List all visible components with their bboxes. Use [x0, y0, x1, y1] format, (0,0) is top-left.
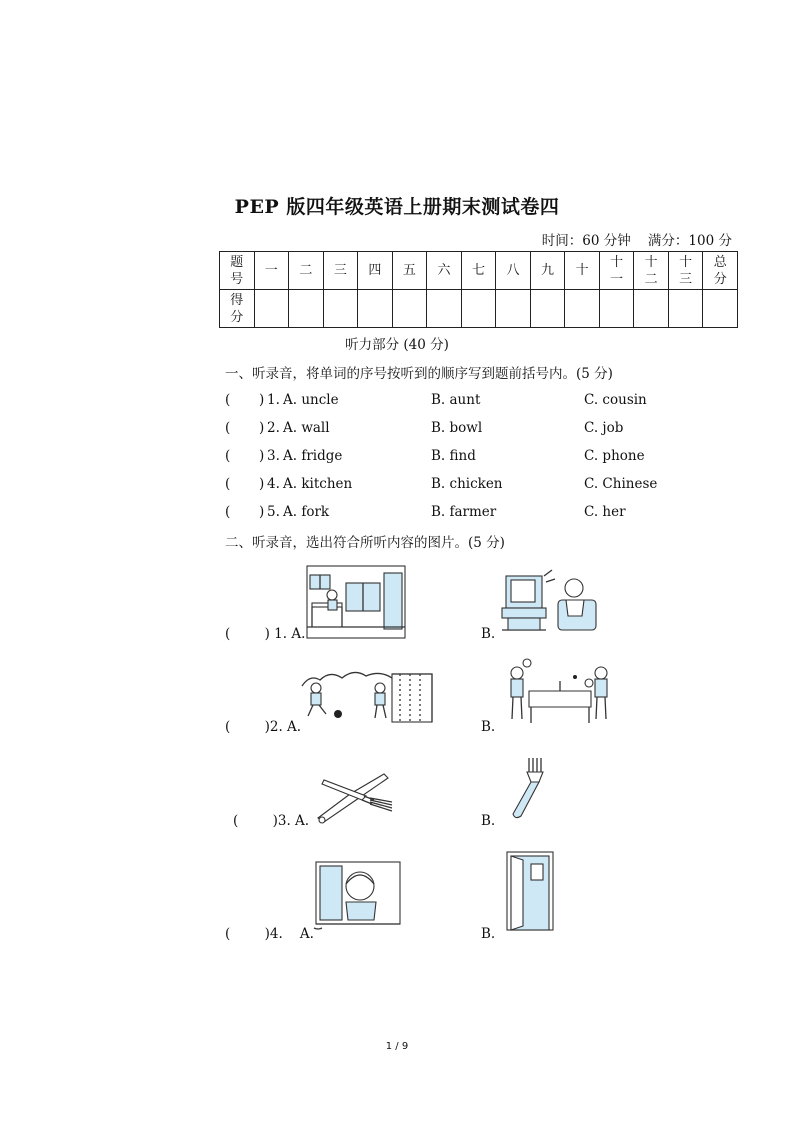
q1-item-number: 5. — [267, 504, 280, 520]
watching-tv-picture — [500, 570, 600, 634]
page-title: PEP 版四年级英语上册期末测试卷四 — [234, 196, 560, 218]
score-table-column-header — [634, 252, 669, 290]
question-1-heading: 一、听录音，将单词的序号按听到的顺序写到题前括号内。(5 分) — [225, 366, 613, 382]
score-input-cell[interactable] — [323, 290, 358, 328]
score-table-column-header-text: 九 — [541, 263, 555, 278]
q1-option-a: A. fork — [283, 504, 330, 520]
q1-item-number: 3. — [267, 448, 280, 464]
answer-bracket-close[interactable]: ) — [259, 392, 265, 408]
score-table-column-header-text: 七 — [471, 263, 485, 278]
q2-item-1-label: ( ) 1. A. — [225, 626, 306, 642]
q2-item-4-b-label: B. — [481, 926, 496, 942]
score-table-column-header-text: 二 — [299, 263, 313, 278]
answer-bracket-open[interactable]: ( — [225, 392, 231, 408]
score-table-column-header — [668, 252, 703, 290]
q1-item-number: 4. — [267, 476, 280, 492]
answer-bracket-close[interactable]: ) — [259, 448, 265, 464]
score-table-column-header — [565, 252, 600, 290]
answer-bracket-close[interactable]: ) — [259, 476, 265, 492]
score-table-column-header-text: 三 — [333, 263, 347, 278]
question-2-heading: 二、听录音，选出符合所听内容的图片。(5 分) — [225, 535, 505, 551]
answer-bracket-open[interactable]: ( — [225, 476, 231, 492]
score-table-column-header — [289, 252, 324, 290]
q1-option-c: C. her — [584, 504, 626, 520]
score-table-column-header-text: 分 — [713, 271, 727, 287]
score-table-column-header — [254, 252, 289, 290]
score-table-column-header-text: 二 — [644, 271, 658, 287]
score-input-cell[interactable] — [358, 290, 393, 328]
listening-section-header: 听力部分 (40 分) — [345, 337, 449, 353]
score-table-column-header-text: 一 — [264, 263, 278, 278]
score-input-cell[interactable] — [496, 290, 531, 328]
q1-option-a: A. uncle — [283, 392, 339, 408]
open-window-picture — [312, 858, 404, 932]
score-table-column-header-text: 四 — [368, 263, 382, 278]
playing-football-picture — [300, 666, 436, 726]
q1-item-number: 1. — [267, 392, 280, 408]
score-input-cell[interactable] — [599, 290, 634, 328]
score-table-column-header-text: 总 — [713, 254, 727, 270]
score-input-cell[interactable] — [289, 290, 324, 328]
score-table-row2-label-text: 得 — [230, 292, 244, 308]
score-table-row1-label — [220, 252, 255, 290]
answer-bracket-open[interactable]: ( — [225, 504, 231, 520]
q1-option-c: C. phone — [584, 448, 645, 464]
q1-item — [225, 448, 745, 468]
q1-item — [225, 392, 745, 412]
page-number: 1 / 9 — [385, 1041, 409, 1052]
score-table-column-header-text: 五 — [402, 263, 416, 278]
q2-item-2-label: ( )2. A. — [225, 719, 302, 735]
q1-option-a: A. fridge — [283, 448, 343, 464]
score-input-cell[interactable] — [530, 290, 565, 328]
q2-item-3-label: ( )3. A. — [233, 813, 310, 829]
q2-item-2-b-label: B. — [481, 719, 496, 735]
answer-bracket-open[interactable]: ( — [225, 420, 231, 436]
score-input-cell[interactable] — [565, 290, 600, 328]
q1-option-c: C. Chinese — [584, 476, 658, 492]
q1-option-b: B. farmer — [431, 504, 497, 520]
score-input-cell[interactable] — [668, 290, 703, 328]
score-table-column-header — [323, 252, 358, 290]
score-input-cell[interactable] — [254, 290, 289, 328]
study-room-picture — [306, 565, 406, 639]
score-table-column-header — [358, 252, 393, 290]
score-table-row2-label — [220, 290, 255, 328]
q1-option-a: A. kitchen — [283, 476, 353, 492]
answer-bracket-close[interactable]: ) — [259, 420, 265, 436]
score-table-column-header-text: 十 — [679, 254, 693, 270]
score-table-column-header-text: 六 — [437, 263, 451, 278]
q1-option-c: C. job — [584, 420, 624, 436]
score-table-column-header — [392, 252, 427, 290]
q1-item — [225, 476, 745, 496]
score-table-row2-label-text: 分 — [230, 309, 244, 325]
score-table — [219, 251, 738, 328]
q1-option-b: B. chicken — [431, 476, 503, 492]
answer-bracket-open[interactable]: ( — [225, 448, 231, 464]
score-table-row1-label-text: 题 — [230, 254, 244, 270]
score-table-column-header-text: 十 — [610, 254, 624, 270]
q1-item-number: 2. — [267, 420, 280, 436]
q1-option-b: B. bowl — [431, 420, 483, 436]
q1-option-b: B. aunt — [431, 392, 481, 408]
ping-pong-picture — [505, 657, 615, 727]
q2-item-1-b-label: B. — [481, 626, 496, 642]
q1-item — [225, 420, 745, 440]
score-table-column-header-text: 十 — [644, 254, 658, 270]
score-table-column-header — [703, 252, 738, 290]
score-input-cell[interactable] — [392, 290, 427, 328]
q1-item — [225, 504, 745, 524]
q1-option-a: A. wall — [283, 420, 330, 436]
score-input-cell[interactable] — [703, 290, 738, 328]
score-table-column-header-text: 一 — [610, 271, 624, 287]
score-table-column-header — [599, 252, 634, 290]
score-table-column-header-text: 八 — [506, 263, 520, 278]
open-door-picture — [503, 850, 557, 932]
q1-option-c: C. cousin — [584, 392, 647, 408]
score-input-cell[interactable] — [427, 290, 462, 328]
knife-and-fork-picture — [312, 764, 402, 824]
q2-item-3-b-label: B. — [481, 813, 496, 829]
score-table-column-header — [427, 252, 462, 290]
exam-meta: 时间：60 分钟 满分：100 分 — [541, 233, 732, 249]
score-table-column-header — [530, 252, 565, 290]
score-table-column-header — [496, 252, 531, 290]
answer-bracket-close[interactable]: ) — [259, 504, 265, 520]
q2-item-4-label: ( )4. A. — [225, 926, 314, 942]
fork-picture — [505, 756, 545, 822]
score-input-cell[interactable] — [461, 290, 496, 328]
score-table-column-header — [461, 252, 496, 290]
score-table-column-header-text: 十 — [575, 263, 589, 278]
score-input-cell[interactable] — [634, 290, 669, 328]
score-table-row1-label-text: 号 — [230, 271, 244, 287]
q1-option-b: B. find — [431, 448, 476, 464]
score-table-column-header-text: 三 — [679, 271, 693, 287]
